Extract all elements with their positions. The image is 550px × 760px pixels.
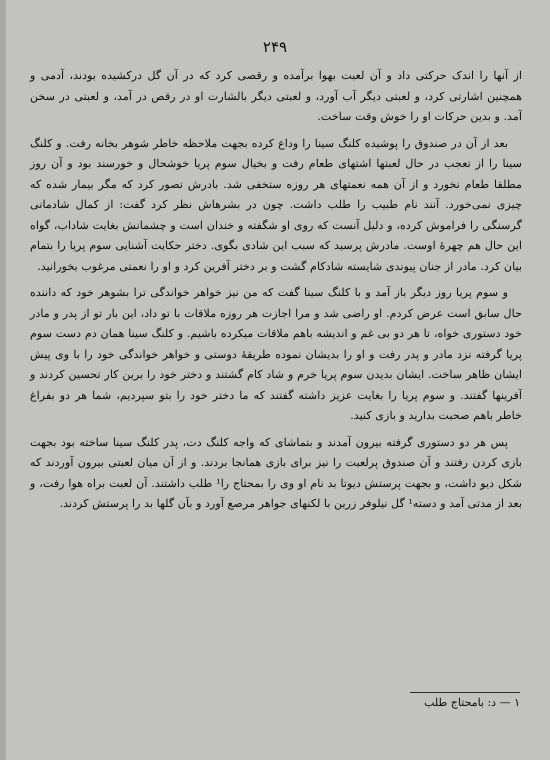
paragraph-4: پس هر دو دستوری گرفته بیرون آمدند و بتماشای که واجه کلنگ دت، پدر کلنگ سینا ساخته بود بجهت بازی کردن رفتند و آن صندوق پرلعبت را نیز برای بازی همانجا بردند. و از آن میان لعبتی بیرون آوردند که شکل دیو داشت، و بجهت پرستش دیوتا بد نام او وی را بمحتاج را¹ طلب داشتند. آن لعبت براه هوا رفت، و بعد از مدتی آمد و دسته¹ گل نیلوفر زرین با لکنهای جواهر مرصع آورد و بآن گلها بد را پرستش کردند. xyxy=(30,435,522,510)
paragraph-3: و سوم پریا روز دیگر باز آمد و با کلنگ سینا گفت که من نیز خواهر خواندگی ترا بشوهر خود که داننده حال سابق است عرض کردم. او راضی شد و مرا اجازت هر روزه ملاقات با تو داد، این بار تو از پدر و مادر خود دستوری خواه، تا هر دو بی غم و اندیشه باهم ملاقات میکرده باشیم. و کلنگ سینا همان دم دست سوم پریا گرفته نزد مادر و پدر رفت و او را بدیشان نموده طریقهٔ دوستی و خواهر خواندگی خود را با وی پیش ایشان ظاهر ساخت. ایشان بدیدن سوم پریا خرم و شاد کام گشتند و دختر خود را برین کار تحسین کردند و آفرینها گفتند. و سوم پریا را بغایت عزیز داشته گفتند که ما دختر خود را بتو سپردیم، شما هر دو بفراغ خاطر باهم صحبت بدارید و بازی کنید. xyxy=(30,286,522,422)
footnote-rule xyxy=(410,692,520,693)
page-number: ۲۴۹ xyxy=(262,38,288,56)
page-edge-shadow xyxy=(0,0,6,760)
footnote: ۱ — د: بامحتاج طلب xyxy=(424,696,520,709)
paragraph-2: بعد از آن در صندوق را پوشیده کلنگ سینا را وداع کرده بجهت ملاحظه خاطر شوهر بخانه رفت. و کلنگ سینا را از تعجب در حال لعبتها اشتهای طعام رفت و بخیال سوم پریا خوشحال و خورسند بود و آن روز مطلقا طعام نخورد و از آن همه نعمتهای هر روزه ستخفی شد. بادرش تصور کرد که مگر بیمار شده که چیزی نمی‌خورد. آنند نام طبیب را طلب داشت. چون در بشرهاش نظر کرد گفت: از کمال شادمانی گرسنگی را فراموش کرده، و دلیل آنست که روی او شگفته و خندان است و چشمانش بغایت شاداب، گواه این حال هم چهرهٔ اوست. مادرش پرسید که سبب این شادی بگوی. دختر حکایت آشنایی سوم پریا را بتمام بیان کرد. مادر از جنان پیوندی شایسته شادکام گشت و بر دختر آفرین کرد و او را نعمتی مرغوب بخورانید. xyxy=(30,136,522,273)
paragraph-1: از آنها را اندک حرکتی داد و آن لعبت بهوا برآمده و رقصی کرد که در آن گل درکشیده بودند، آدمی و همچنین اشارتی کرد، و لعبتی دیگر آب آورد، و لعبتی دیگر بالشارت او در رقص در آمد، و لعبتی در سخن آمد. و بدین حرکات او را خوش وقت ساخت. xyxy=(30,69,522,123)
body-text xyxy=(30,66,522,521)
